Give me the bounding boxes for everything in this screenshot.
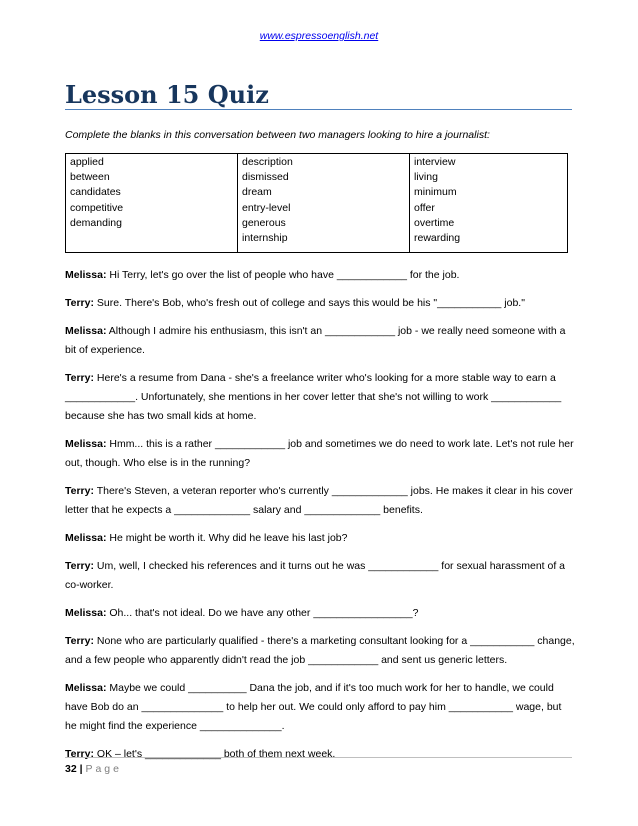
dialogue-line xyxy=(65,529,575,548)
footer-divider xyxy=(65,757,572,758)
word-bank-item: demanding xyxy=(70,216,122,229)
dialogue-text: Here's a resume from Dana - she's a freelance writer who's looking for a more stable way to earn a ____________. Unfortunately, she mentions in her cover letter that she's not willing to work ____________ because she has two small kids at home. xyxy=(65,372,562,422)
word-bank-item: competitive xyxy=(70,201,124,214)
page-number: 32 xyxy=(65,763,77,775)
dialogue-line xyxy=(65,482,575,520)
dialogue-line xyxy=(65,322,575,360)
word-bank-item: internship xyxy=(242,232,288,245)
speaker-name: Melissa: xyxy=(65,269,107,281)
speaker-name: Terry: xyxy=(65,560,94,572)
dialogue-text: Hmm... this is a rather ____________ job and sometimes we do need to work late. Let's not rule her out, though. Who else is in the running? xyxy=(65,438,574,469)
speaker-name: Melissa: xyxy=(65,682,107,694)
dialogue-text: OK – let's _____________ both of them next week. xyxy=(96,748,336,760)
speaker-name: Terry: xyxy=(65,485,94,497)
dialogue-text: He might be worth it. Why did he leave his last job? xyxy=(109,532,348,544)
speaker-name: Terry: xyxy=(65,297,94,309)
word-bank-column-3 xyxy=(410,154,568,253)
speaker-name: Melissa: xyxy=(65,325,107,337)
word-bank-table xyxy=(65,153,568,253)
dialogue-line xyxy=(65,435,575,473)
page-footer xyxy=(65,763,122,775)
speaker-name: Terry: xyxy=(65,748,94,760)
dialogue-line xyxy=(65,679,575,736)
dialogue-line xyxy=(65,266,575,285)
website-url-link[interactable]: www.espressoenglish.net xyxy=(259,30,379,42)
dialogue-text: Maybe we could __________ Dana the job, and if it's too much work for her to handle, we could have Bob do an ______________ to help her out. We could only afford to pay him ___________ wage, but he might find the experience ______________. xyxy=(65,682,562,732)
word-bank-item: offer xyxy=(414,201,435,214)
dialogue-text: There's Steven, a veteran reporter who's currently _____________ jobs. He makes it clear in his cover letter that he expects a _____________ salary and _____________ benefits. xyxy=(65,485,573,516)
dialogue-text: Hi Terry, let's go over the list of people who have ____________ for the job. xyxy=(109,269,460,281)
dialogue-line xyxy=(65,557,575,595)
speaker-name: Melissa: xyxy=(65,607,107,619)
word-bank-column-1 xyxy=(66,154,238,253)
word-bank-column-2 xyxy=(238,154,410,253)
page-label: Page xyxy=(85,763,122,775)
word-bank-item: applied xyxy=(70,156,104,168)
dialogue-text: Oh... that's not ideal. Do we have any other _________________? xyxy=(109,607,419,619)
speaker-name: Melissa: xyxy=(65,438,107,450)
word-bank-item: living xyxy=(414,171,438,184)
speaker-name: Terry: xyxy=(65,635,94,647)
word-bank-item: dismissed xyxy=(242,171,289,184)
word-bank-item: rewarding xyxy=(414,232,461,245)
page-title: Lesson 15 Quiz xyxy=(65,80,269,109)
word-bank-item: between xyxy=(70,171,110,184)
word-bank-item: interview xyxy=(414,156,456,168)
word-bank-item: overtime xyxy=(414,216,455,229)
word-bank-item: candidates xyxy=(70,186,121,199)
dialogue-text: Sure. There's Bob, who's fresh out of college and says this would be his "___________ job." xyxy=(96,297,525,309)
word-bank-item: minimum xyxy=(414,186,457,199)
dialogue-line xyxy=(65,369,575,426)
instructions-text: Complete the blanks in this conversation between two managers looking to hire a journalist: xyxy=(65,129,490,141)
dialogue-line xyxy=(65,604,575,623)
dialogue-text: Um, well, I checked his references and it turns out he was ____________ for sexual harassment of a co-worker. xyxy=(65,560,566,591)
word-bank-item: description xyxy=(242,156,293,168)
word-bank-item: generous xyxy=(242,216,286,229)
word-bank-item: dream xyxy=(242,186,272,199)
dialogue xyxy=(65,266,575,773)
speaker-name: Terry: xyxy=(65,372,94,384)
dialogue-line xyxy=(65,632,575,670)
word-bank-item: entry-level xyxy=(242,201,291,214)
dialogue-text: Although I admire his enthusiasm, this isn't an ____________ job - we really need someone with a bit of experience. xyxy=(65,325,566,356)
dialogue-line xyxy=(65,294,575,313)
speaker-name: Melissa: xyxy=(65,532,107,544)
title-underline xyxy=(65,109,572,110)
dialogue-line xyxy=(65,745,575,764)
footer-separator: | xyxy=(76,763,86,775)
dialogue-text: None who are particularly qualified - there's a marketing consultant looking for a ___________ change, and a few people who apparently didn't read the job ____________ and sent us generic letters. xyxy=(65,635,575,666)
